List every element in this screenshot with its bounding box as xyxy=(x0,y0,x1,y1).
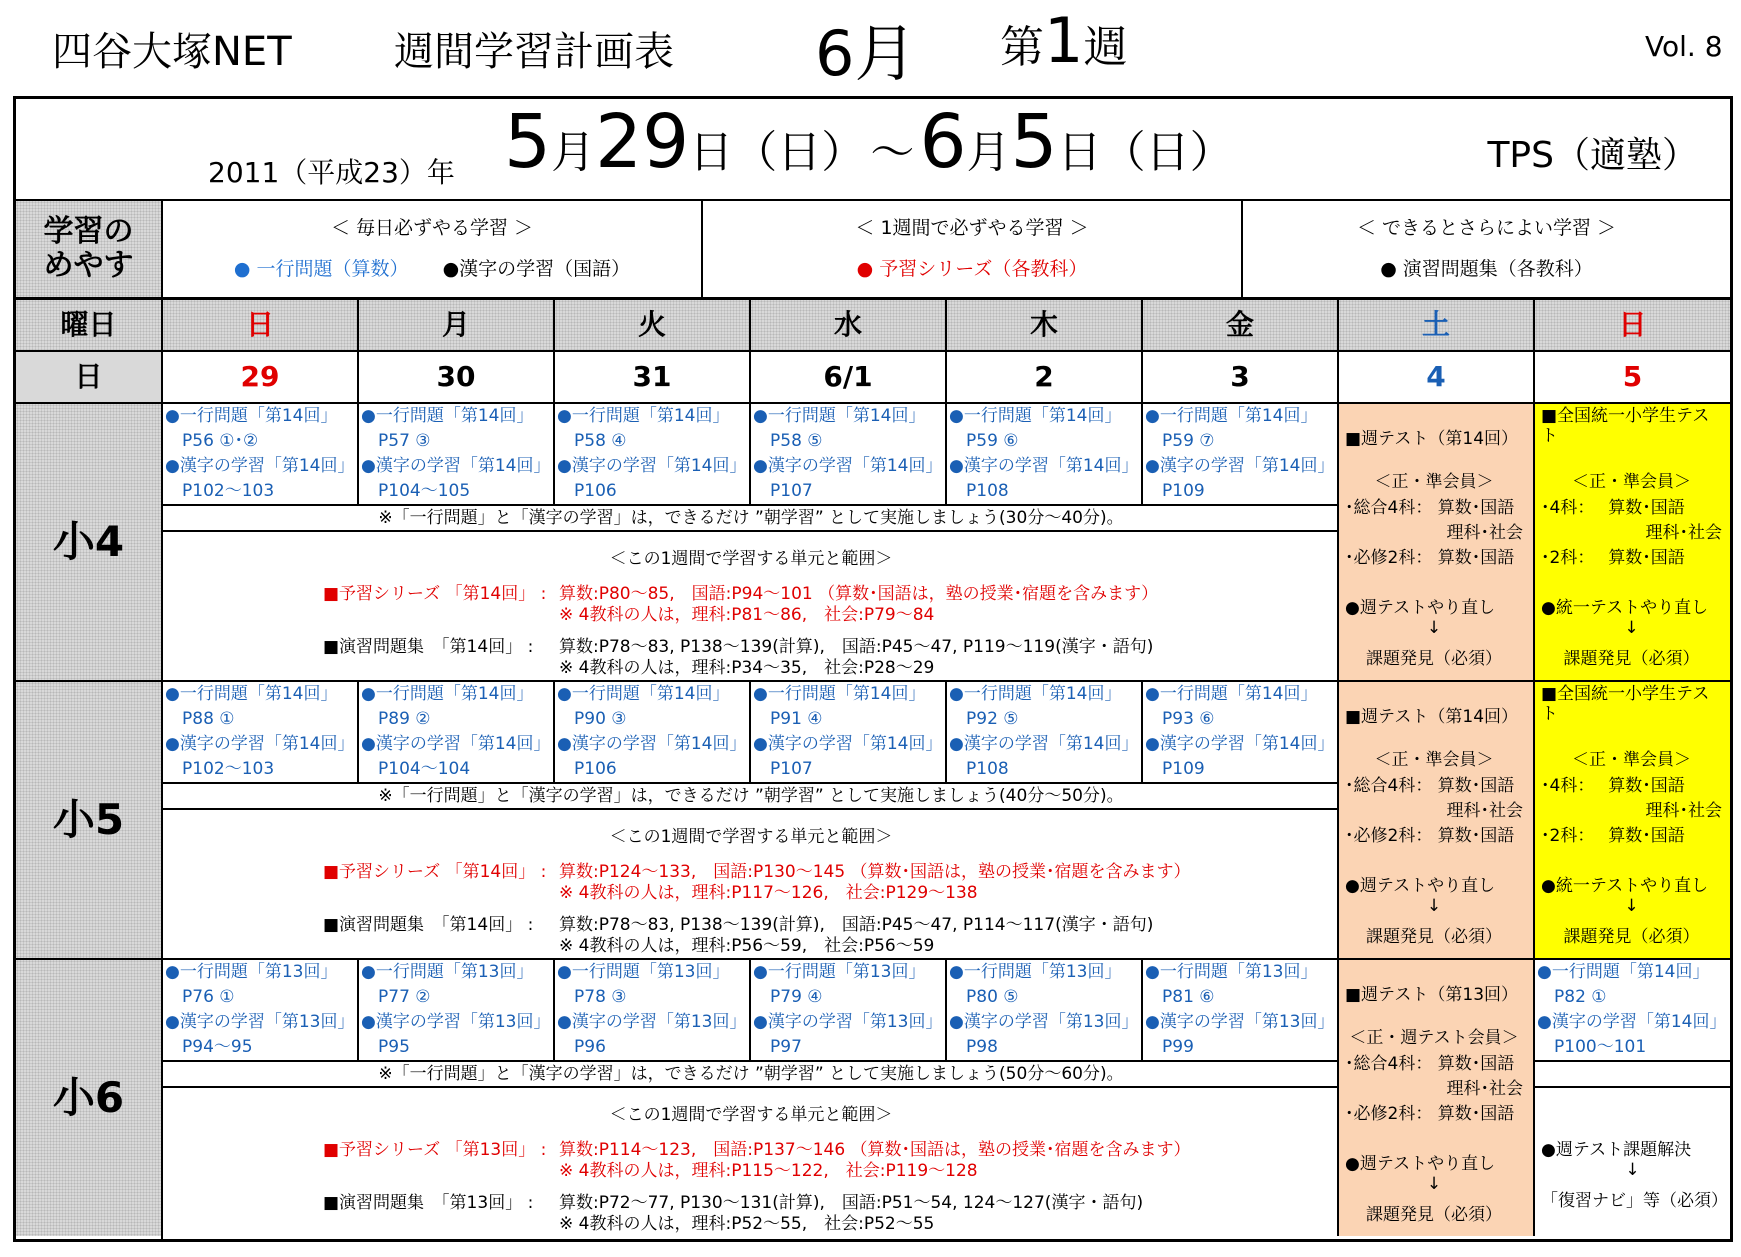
weekday-3: 水 xyxy=(751,300,945,350)
sunday-line: ●週テスト課題解決 xyxy=(1541,1140,1692,1160)
saturday-line: 理科･社会 xyxy=(1446,523,1523,543)
saturday-line: ･必修2科： 算数･国語 xyxy=(1345,1104,1515,1124)
weekday-6: 土 xyxy=(1339,300,1533,350)
daily-task-cell xyxy=(949,682,1141,782)
task-line: P95 xyxy=(361,1037,410,1057)
task-line: P104～105 xyxy=(361,481,471,501)
sunday-review-cell xyxy=(1535,1088,1730,1236)
ensyu-label: ■演習問題集 「第14回」 : xyxy=(323,637,534,657)
yoshu-label: ■予習シリーズ 「第13回」 : xyxy=(323,1140,547,1160)
task-line: ●漢字の学習「第14回」 xyxy=(361,456,551,476)
ensyu-label: ■演習問題集 「第14回」 : xyxy=(323,915,534,935)
weekday-1: 月 xyxy=(359,300,553,350)
saturday-line: 課題発見（必須） xyxy=(1366,927,1502,947)
yoshu-text-1: 算数:P124～133, 国語:P130～145 （算数･国語は，塾の授業･宿題を含みます） xyxy=(559,862,1191,882)
task-line: ●一行問題「第14回」 xyxy=(165,406,338,426)
task-line: P100～101 xyxy=(1537,1037,1647,1057)
saturday-line: ↓ xyxy=(1426,1174,1442,1194)
task-line: ●一行問題「第13回」 xyxy=(949,962,1122,982)
ensyu-label: ■演習問題集 「第13回」 : xyxy=(323,1193,534,1213)
sunday-line: ･2科： 算数･国語 xyxy=(1541,826,1685,846)
study-range xyxy=(163,1088,1339,1236)
task-line: ●漢字の学習「第14回」 xyxy=(949,456,1139,476)
end-month-unit: 月 xyxy=(966,127,1011,178)
daily-task-cell xyxy=(753,404,945,504)
morning-study-note: ※「一行問題」と「漢字の学習」は，できるだけ ”朝学習” として実施しましょう(50分～60分)。 xyxy=(378,1064,1124,1084)
ensyu-text-1: 算数:P72～77, P130～131(計算), 国語:P51～54, 124～127(漢字・語句) xyxy=(559,1193,1144,1213)
weekly-study xyxy=(703,201,1241,297)
month-label: 6月 xyxy=(815,17,917,90)
week-label xyxy=(1000,4,1127,77)
task-line: ●漢字の学習「第14回」 xyxy=(1145,734,1335,754)
task-line: P59 ⑥ xyxy=(949,431,1019,451)
sunday-line: ＜正・準会員＞ xyxy=(1572,750,1691,770)
task-line: P92 ⑤ xyxy=(949,709,1019,729)
daily-task-cell xyxy=(361,682,553,782)
task-line: P89 ② xyxy=(361,709,431,729)
morning-study-note: ※「一行問題」と「漢字の学習」は，できるだけ ”朝学習” として実施しましょう(40分～50分)。 xyxy=(378,786,1124,806)
extra-item: ● 演習問題集（各教科） xyxy=(1380,258,1593,280)
daily-task-cell xyxy=(753,682,945,782)
ensyu-text-2: ※ 4教科の人は，理科:P52～55, 社会:P52～55 xyxy=(559,1214,935,1234)
ensyu-text-2: ※ 4教科の人は，理科:P34～35, 社会:P28～29 xyxy=(559,658,935,678)
weekday-7: 日 xyxy=(1535,300,1730,350)
yoshu-text-2: ※ 4教科の人は，理科:P115～122, 社会:P119～128 xyxy=(559,1161,978,1181)
ensyu-text-1: 算数:P78～83, P138～139(計算), 国語:P45～47, P114～117(漢字・語句) xyxy=(559,915,1154,935)
study-range xyxy=(163,810,1339,958)
task-line: P58 ④ xyxy=(557,431,627,451)
sunday-line: ･4科： 算数･国語 xyxy=(1541,776,1685,796)
daily-study xyxy=(163,201,701,297)
task-line: P79 ④ xyxy=(753,987,823,1007)
start-month-unit: 月 xyxy=(551,127,596,178)
range-tilde: ～ xyxy=(870,127,915,178)
date-4: 2 xyxy=(1034,360,1054,393)
task-line: ●一行問題「第14回」 xyxy=(361,684,534,704)
saturday-line: ↓ xyxy=(1426,618,1442,638)
saturday-line: 課題発見（必須） xyxy=(1366,1205,1502,1225)
task-line: ●一行問題「第13回」 xyxy=(165,962,338,982)
date-7: 5 xyxy=(1622,360,1643,393)
week-suffix: 週 xyxy=(1083,22,1128,73)
weekday-2: 火 xyxy=(555,300,749,350)
task-line: P58 ⑤ xyxy=(753,431,823,451)
year-label: 2011（平成23）年 xyxy=(208,156,455,189)
hi-label: 日 xyxy=(16,352,161,402)
yoshu-label: ■予習シリーズ 「第14回」 : xyxy=(323,862,547,882)
saturday-test-cell xyxy=(1339,960,1533,1236)
saturday-line: ･総合4科： 算数･国語 xyxy=(1345,1054,1515,1074)
ensyu-text-1: 算数:P78～83, P138～139(計算), 国語:P45～47, P119～119(漢字・語句) xyxy=(559,637,1154,657)
weekly-title: ＜ 1週間で必ずやる学習 ＞ xyxy=(855,217,1089,239)
task-line: P90 ③ xyxy=(557,709,627,729)
task-line: ●一行問題「第14回」 xyxy=(753,406,926,426)
task-line: ●一行問題「第13回」 xyxy=(1145,962,1318,982)
daily-task-cell xyxy=(361,960,553,1060)
task-line: P88 ① xyxy=(165,709,235,729)
task-line: ●一行問題「第14回」 xyxy=(1145,406,1318,426)
start-day: 29 xyxy=(595,99,690,185)
saturday-test-cell xyxy=(1339,404,1533,680)
saturday-line: ･必修2科： 算数･国語 xyxy=(1345,826,1515,846)
task-line: P107 xyxy=(753,759,813,779)
task-line: P109 xyxy=(1145,481,1205,501)
daily-title: ＜ 毎日必ずやる学習 ＞ xyxy=(330,217,534,239)
weekday-4: 木 xyxy=(947,300,1141,350)
saturday-line: ･必修2科： 算数･国語 xyxy=(1345,548,1515,568)
task-line: ●一行問題「第14回」 xyxy=(1537,962,1710,982)
task-line: ●一行問題「第14回」 xyxy=(949,684,1122,704)
saturday-line: ･総合4科： 算数･国語 xyxy=(1345,776,1515,796)
date-range xyxy=(504,99,1234,185)
study-range xyxy=(163,532,1339,680)
sunday-line: ＜正・準会員＞ xyxy=(1572,472,1691,492)
task-line: P91 ④ xyxy=(753,709,823,729)
morning-study-note: ※「一行問題」と「漢字の学習」は，できるだけ ”朝学習” として実施しましょう(30分～40分)。 xyxy=(378,508,1124,528)
daily-task-cell xyxy=(557,960,749,1060)
daily-item-1: ● 一行問題（算数） xyxy=(233,258,409,280)
saturday-line: ■週テスト（第14回） xyxy=(1345,429,1519,449)
task-line: P93 ⑥ xyxy=(1145,709,1215,729)
daily-task-cell xyxy=(557,682,749,782)
task-line: P94～95 xyxy=(165,1037,253,1057)
daily-task-cell xyxy=(165,404,357,504)
task-line: ●漢字の学習「第14回」 xyxy=(949,734,1139,754)
task-line: P98 xyxy=(949,1037,998,1057)
weekly-item: ● 予習シリーズ（各教科） xyxy=(856,258,1088,280)
date-range-row xyxy=(16,99,1730,201)
task-line: P106 xyxy=(557,759,617,779)
saturday-line: ･総合4科： 算数･国語 xyxy=(1345,498,1515,518)
task-line: ●一行問題「第14回」 xyxy=(557,684,730,704)
grade-label: 小6 xyxy=(16,960,161,1236)
sunday-line: 課題発見（必須） xyxy=(1563,927,1700,947)
sunday-line: 理科･社会 xyxy=(1645,523,1722,543)
daily-item-2: ●漢字の学習（国語） xyxy=(442,258,631,280)
daily-task-cell xyxy=(1145,404,1337,504)
saturday-line: 理科･社会 xyxy=(1446,1079,1523,1099)
weekday-5: 金 xyxy=(1143,300,1337,350)
sunday-line: ●統一テストやり直し xyxy=(1541,876,1709,896)
task-line: ●漢字の学習「第14回」 xyxy=(165,734,355,754)
sunday-line: 課題発見（必須） xyxy=(1563,649,1700,669)
sunday-line: ■全国統一小学生テスト xyxy=(1541,406,1710,446)
ensyu-text-2: ※ 4教科の人は，理科:P56～59, 社会:P56～59 xyxy=(559,936,935,956)
task-line: ●漢字の学習「第14回」 xyxy=(753,734,943,754)
date-0: 29 xyxy=(240,360,280,393)
saturday-line: ＜正・準会員＞ xyxy=(1374,472,1494,492)
range-title: ＜この1週間で学習する単元と範囲＞ xyxy=(609,827,893,847)
daily-task-cell xyxy=(949,404,1141,504)
saturday-line: ●週テストやり直し xyxy=(1345,598,1496,618)
date-3: 6/1 xyxy=(823,360,873,393)
date-1: 30 xyxy=(436,360,476,393)
task-line: P81 ⑥ xyxy=(1145,987,1215,1007)
task-line: P102～103 xyxy=(165,481,275,501)
task-line: P102～103 xyxy=(165,759,275,779)
meyasu-label-line1: 学習の xyxy=(43,214,134,249)
end-day-unit: 日（日） xyxy=(1057,127,1234,178)
saturday-line: 課題発見（必須） xyxy=(1366,649,1502,669)
end-day: 5 xyxy=(1010,99,1058,185)
saturday-line: ■週テスト（第13回） xyxy=(1345,985,1519,1005)
task-line: P96 xyxy=(557,1037,606,1057)
task-line: ●一行問題「第14回」 xyxy=(165,684,338,704)
sunday-line: 理科･社会 xyxy=(1645,801,1722,821)
task-line: P76 ① xyxy=(165,987,235,1007)
sunday-line: ･4科： 算数･国語 xyxy=(1541,498,1685,518)
task-line: ●一行問題「第14回」 xyxy=(361,406,534,426)
task-line: P56 ①･② xyxy=(165,431,259,451)
yoshu-text-1: 算数:P80～85, 国語:P94～101 （算数･国語は，塾の授業･宿題を含みます） xyxy=(559,584,1159,604)
task-line: ●漢字の学習「第13回」 xyxy=(165,1012,355,1032)
meyasu-label xyxy=(16,201,161,297)
task-line: P82 ① xyxy=(1537,987,1607,1007)
saturday-line: ＜正・週テスト会員＞ xyxy=(1349,1028,1519,1048)
task-line: ●一行問題「第14回」 xyxy=(753,684,926,704)
task-line: P80 ⑤ xyxy=(949,987,1019,1007)
range-title: ＜この1週間で学習する単元と範囲＞ xyxy=(609,549,893,569)
sunday-line: ･2科： 算数･国語 xyxy=(1541,548,1685,568)
yoshu-label: ■予習シリーズ 「第14回」 : xyxy=(323,584,547,604)
volume-label: Vol. 8 xyxy=(1645,30,1723,63)
task-line: ●漢字の学習「第14回」 xyxy=(361,734,551,754)
task-line: P106 xyxy=(557,481,617,501)
task-line: P97 xyxy=(753,1037,802,1057)
daily-task-cell xyxy=(753,960,945,1060)
task-line: ●漢字の学習「第13回」 xyxy=(1145,1012,1335,1032)
sunday-test-cell xyxy=(1535,404,1730,680)
week-number: 1 xyxy=(1044,4,1084,77)
yoshu-text-2: ※ 4教科の人は，理科:P117～126, 社会:P129～138 xyxy=(559,883,978,903)
yoshu-text-1: 算数:P114～123, 国語:P137～146 （算数･国語は，塾の授業･宿題を含みます） xyxy=(559,1140,1191,1160)
task-line: ●漢字の学習「第13回」 xyxy=(557,1012,747,1032)
task-line: ●一行問題「第13回」 xyxy=(361,962,534,982)
task-line: P59 ⑦ xyxy=(1145,431,1215,451)
plan-title: 週間学習計画表 xyxy=(394,29,674,75)
grade-label: 小4 xyxy=(16,404,161,680)
daily-task-cell xyxy=(557,404,749,504)
date-2: 31 xyxy=(632,360,672,393)
daily-task-cell xyxy=(1145,682,1337,782)
task-line: ●一行問題「第14回」 xyxy=(557,406,730,426)
daily-task-cell xyxy=(949,960,1141,1060)
task-line: P108 xyxy=(949,481,1009,501)
task-line: P107 xyxy=(753,481,813,501)
task-line: ●漢字の学習「第13回」 xyxy=(753,1012,943,1032)
task-line: P78 ③ xyxy=(557,987,627,1007)
saturday-line: 理科･社会 xyxy=(1446,801,1523,821)
task-line: P99 xyxy=(1145,1037,1194,1057)
sunday-line: 「復習ナビ」等（必須） xyxy=(1541,1191,1728,1211)
task-line: ●漢字の学習「第14回」 xyxy=(557,734,747,754)
start-day-unit: 日（日） xyxy=(689,127,866,178)
range-title: ＜この1週間で学習する単元と範囲＞ xyxy=(609,1105,893,1125)
task-line: ●漢字の学習「第13回」 xyxy=(361,1012,551,1032)
sunday-line: ↓ xyxy=(1625,1160,1640,1180)
grade-label: 小5 xyxy=(16,682,161,958)
sunday-task-cell xyxy=(1537,960,1729,1060)
task-line: ●漢字の学習「第14回」 xyxy=(165,456,355,476)
saturday-line: ●週テストやり直し xyxy=(1345,1154,1496,1174)
extra-title: ＜ できるとさらによい学習 ＞ xyxy=(1356,217,1617,239)
task-line: P77 ② xyxy=(361,987,431,1007)
saturday-test-cell xyxy=(1339,682,1533,958)
task-line: ●漢字の学習「第14回」 xyxy=(753,456,943,476)
meyasu-label-line2: めやす xyxy=(43,248,134,283)
task-line: ●漢字の学習「第14回」 xyxy=(557,456,747,476)
saturday-line: ■週テスト（第14回） xyxy=(1345,707,1519,727)
daily-task-cell xyxy=(1145,960,1337,1060)
sunday-line: ■全国統一小学生テスト xyxy=(1541,684,1710,724)
yoshu-text-2: ※ 4教科の人は，理科:P81～86, 社会:P79～84 xyxy=(559,605,935,625)
date-5: 3 xyxy=(1230,360,1250,393)
daily-task-cell xyxy=(361,404,553,504)
school-name: TPS（適塾） xyxy=(1487,135,1698,176)
end-month: 6 xyxy=(919,99,967,185)
saturday-line: ＜正・準会員＞ xyxy=(1374,750,1494,770)
saturday-line: ●週テストやり直し xyxy=(1345,876,1496,896)
daily-task-cell xyxy=(165,682,357,782)
task-line: ●一行問題「第13回」 xyxy=(753,962,926,982)
sunday-test-cell xyxy=(1535,682,1730,958)
daily-task-cell xyxy=(165,960,357,1060)
sunday-line: ●統一テストやり直し xyxy=(1541,598,1709,618)
date-6: 4 xyxy=(1426,360,1446,393)
extra-study xyxy=(1243,201,1730,297)
saturday-line: ↓ xyxy=(1426,896,1442,916)
task-line: ●一行問題「第14回」 xyxy=(949,406,1122,426)
task-line: ●一行問題「第13回」 xyxy=(557,962,730,982)
week-prefix: 第 xyxy=(1000,22,1044,73)
task-line: ●漢字の学習「第14回」 xyxy=(1537,1012,1727,1032)
youbi-label: 曜日 xyxy=(16,300,161,350)
task-line: P109 xyxy=(1145,759,1205,779)
task-line: ●漢字の学習「第13回」 xyxy=(949,1012,1139,1032)
start-month: 5 xyxy=(504,99,552,185)
brand-title: 四谷大塚NET xyxy=(52,29,292,75)
task-line: ●漢字の学習「第14回」 xyxy=(1145,456,1335,476)
task-line: ●一行問題「第14回」 xyxy=(1145,684,1318,704)
sunday-line: ↓ xyxy=(1624,618,1639,638)
task-line: P108 xyxy=(949,759,1009,779)
task-line: P104～104 xyxy=(361,759,471,779)
sunday-line: ↓ xyxy=(1624,896,1639,916)
task-line: P57 ③ xyxy=(361,431,431,451)
weekday-0: 日 xyxy=(163,300,357,350)
